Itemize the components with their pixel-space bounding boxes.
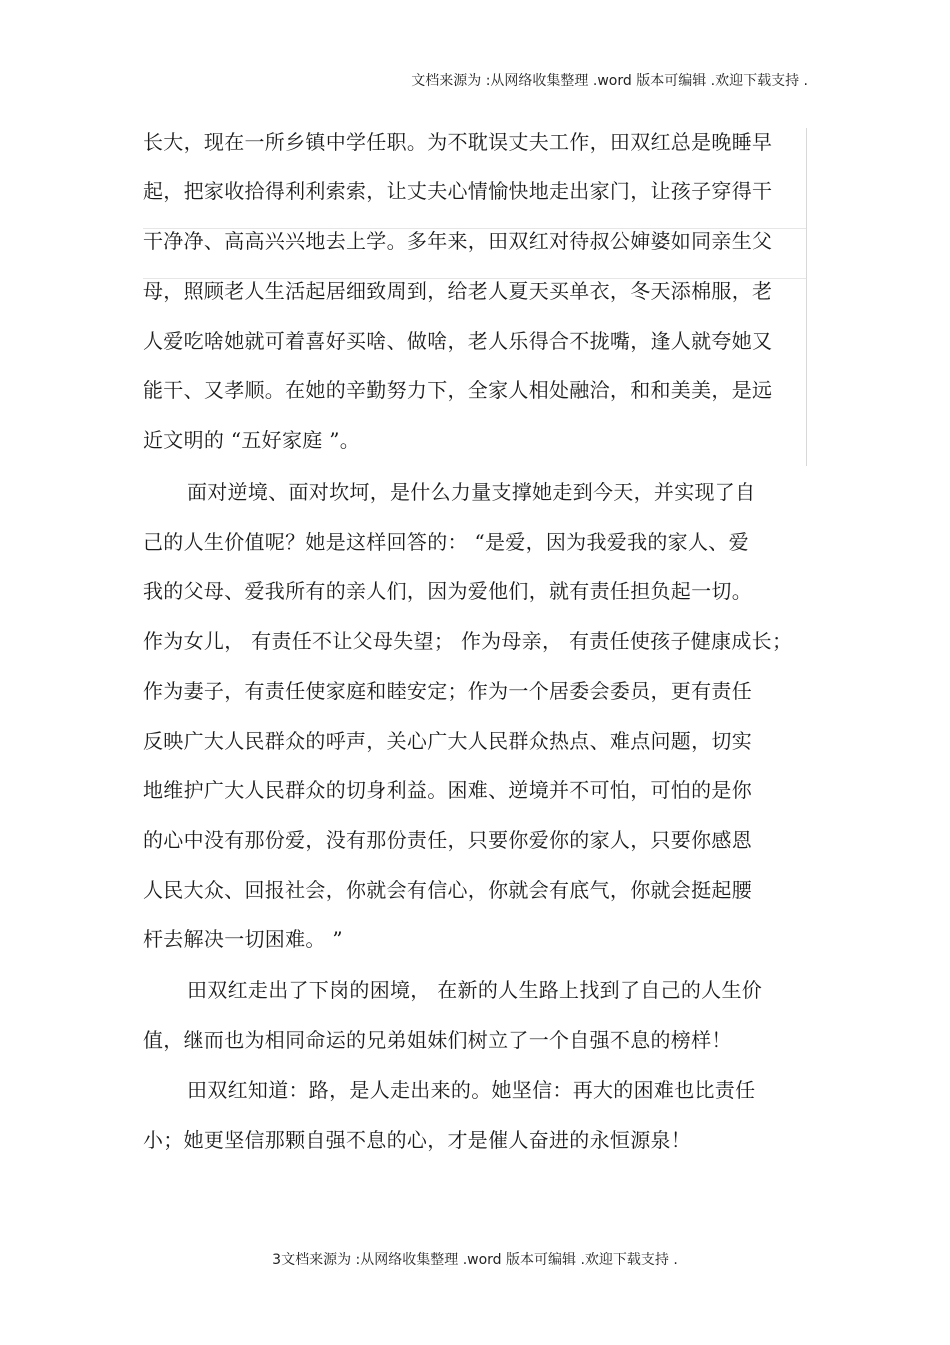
body-line: 起，把家收拾得利利索索，让丈夫心情愉快地走出家门，让孩子穿得干 [143,179,773,203]
body-line: 人爱吃啥她就可着喜好买啥、做啥，老人乐得合不拢嘴，逢人就夸她又 [143,329,773,353]
body-line: 近文明的 “五好家庭 ”。 [143,428,361,452]
body-line: 长大，现在一所乡镇中学任职。为不耽误丈夫工作，田双红总是晚睡早 [143,130,773,154]
body-line: 我的父母、爱我所有的亲人们，因为爱他们，就有责任担负起一切。 [143,579,752,603]
body-line: 小；她更坚信那颗自强不息的心，才是催人奋进的永恒源泉！ [143,1128,692,1152]
page-footer: 3文档来源为 :从网络收集整理 .word 版本可编辑 .欢迎下载支持 . [272,1252,678,1268]
paragraph-start-line: 面对逆境、面对坎坷，是什么力量支撑她走到今天，并实现了自 [187,480,756,504]
body-line: 人民大众、回报社会，你就会有信心，你就会有底气，你就会挺起腰 [143,878,752,902]
body-line: 地维护广大人民群众的切身利益。困难、逆境并不可怕，可怕的是你 [143,778,752,802]
body-line: 的心中没有那份爱，没有那份责任，只要你爱你的家人，只要你感恩 [143,828,752,852]
body-line: 己的人生价值呢？她是这样回答的： “是爱，因为我爱我的家人、爱 [143,530,749,554]
body-line: 值，继而也为相同命运的兄弟姐妹们树立了一个自强不息的榜样！ [143,1028,732,1052]
body-line: 作为妻子，有责任使家庭和睦安定；作为一个居委会委员，更有责任 [143,679,752,703]
paragraph-start-line: 田双红知道：路，是人走出来的。她坚信：再大的困难也比责任 [187,1078,756,1102]
table-border-right [806,128,807,466]
body-line: 母，照顾老人生活起居细致周到，给老人夏天买单衣，冬天添棉服，老 [143,279,773,303]
page-header: 文档来源为 :从网络收集整理 .word 版本可编辑 .欢迎下载支持 . [411,73,808,89]
body-line: 能干、又孝顺。在她的辛勤努力下，全家人相处融洽，和和美美，是远 [143,378,773,402]
body-line: 杆去解决一切困难。 ” [143,927,343,951]
body-line: 反映广大人民群众的呼声，关心广大人民群众热点、难点问题，切实 [143,729,752,753]
paragraph-start-line: 田双红走出了下岗的困境， 在新的人生路上找到了自己的人生价 [187,978,763,1002]
body-line: 干净净、高高兴兴地去上学。多年来，田双红对待叔公婶婆如同亲生父 [143,229,773,253]
body-line: 作为女儿， 有责任不让父母失望； 作为母亲， 有责任使孩子健康成长； [143,629,793,653]
